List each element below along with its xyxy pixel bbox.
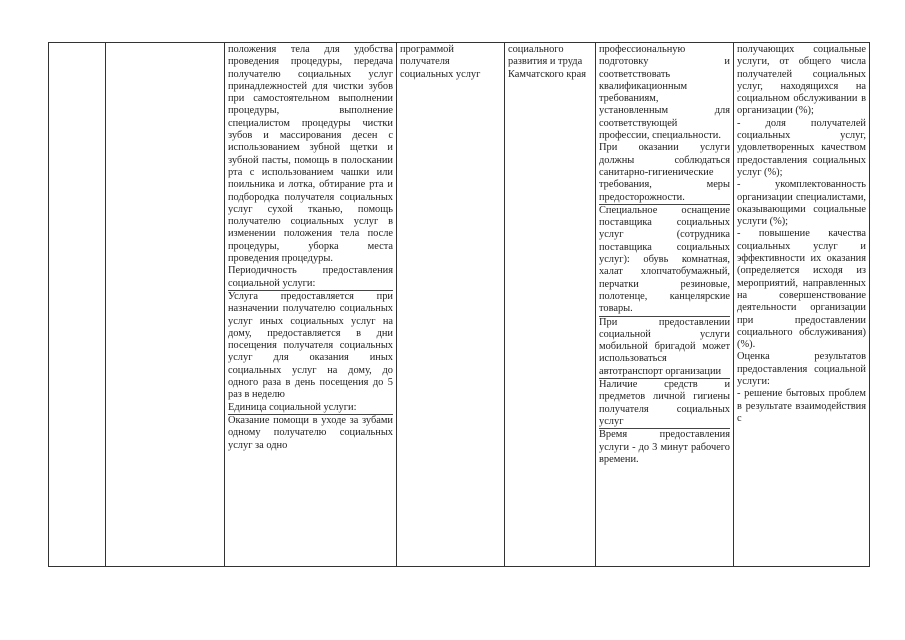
- services-table: [48, 42, 870, 567]
- indicators-paragraph: - укомплектованность организации специалистами, оказывающими социальные услуги (%);: [737, 179, 866, 228]
- cell-tariff: [505, 43, 596, 567]
- indicators-paragraph: получающих социальные услуги, от общего числа получателей социальных услуг, находящихся на социальном обслуживании в организации (%);: [737, 44, 866, 117]
- indicators-paragraph: - повышение качества социальных услуг и эффективности их оказания (определяется исходя из мероприятий, направленных на совершенствование деятельности организации при предоставлении социального обслуживания) (%).: [737, 228, 866, 351]
- conditions-paragraph: Специальное оснащение поставщика социальных услуг (сотрудника поставщика социальных услуг): обувь комнатная, халат хлопчатобумажный, перчатки резиновые, полотенце, канцелярские товары.: [599, 204, 730, 315]
- indicators-paragraph: - решение бытовых проблем в результате взаимодействия с: [737, 388, 866, 424]
- cell-indicators: [734, 43, 870, 567]
- cell-conditions: [596, 43, 734, 567]
- description-text: положения тела для удобства проведения процедуры, передача получателю социальных услуг принадлежностей для чистки зубов при самостоятельном выполнении процедуры, выполнение специалистом процедуры чистки зубов и массирования десен с использованием зубной щетки и зубной пасты, помощь в полоскании рта с использованием чашки или поильника и лотка, обтирание рта и подбородка получателя социальных услуг сухой тканью, помощь получателю социальных услуг в изменении положения тела после процедуры, уборка места проведения процедуры.: [228, 44, 393, 265]
- program-text: программой получателя социальных услуг: [400, 44, 481, 80]
- indicators-paragraph: Оценка результатов предоставления социальной услуги:: [737, 351, 866, 388]
- periodicity-text: Услуга предоставляется при назначении получателю социальных услуг иных социальных услуг на дому, предоставляется в дни посещения получателя социальных услуг для оказания иных социальных услуг на дому, до одного раза в день посещения до 5 раз в неделю: [228, 290, 393, 401]
- tariff-text: социального развития и труда Камчатского края: [508, 44, 586, 80]
- cell-program: [397, 43, 505, 567]
- cell-service-name: [106, 43, 225, 567]
- indicators-paragraph: - доля получателей социальных услуг, удовлетворенных качеством предоставления социальных услуг (%);: [737, 117, 866, 178]
- conditions-paragraph: При оказании услуги должны соблюдаться санитарно-гигиенические требования, меры предосторожности.: [599, 142, 730, 203]
- conditions-paragraph: При предоставлении социальной услуги мобильной бригадой может использоваться автотранспорт организации: [599, 316, 730, 377]
- table-row: [49, 43, 870, 567]
- cell-service-description: [225, 43, 397, 567]
- conditions-paragraph: Время предоставления услуги - до 3 минут рабочего времени.: [599, 429, 730, 465]
- unit-text: Оказание помощи в уходе за зубами одному получателю социальных услуг за одно: [228, 414, 393, 451]
- conditions-paragraph: профессиональную подготовку и соответствовать квалификационным требованиям, установленным для соответствующей профессии, специальности.: [599, 44, 730, 142]
- unit-heading: Единица социальной услуги:: [228, 401, 357, 413]
- cell-number: [49, 43, 106, 567]
- periodicity-heading: Периодичность предоставления социальной услуги:: [228, 265, 393, 289]
- conditions-paragraph: Наличие средств и предметов личной гигиены получателя социальных услуг: [599, 379, 730, 427]
